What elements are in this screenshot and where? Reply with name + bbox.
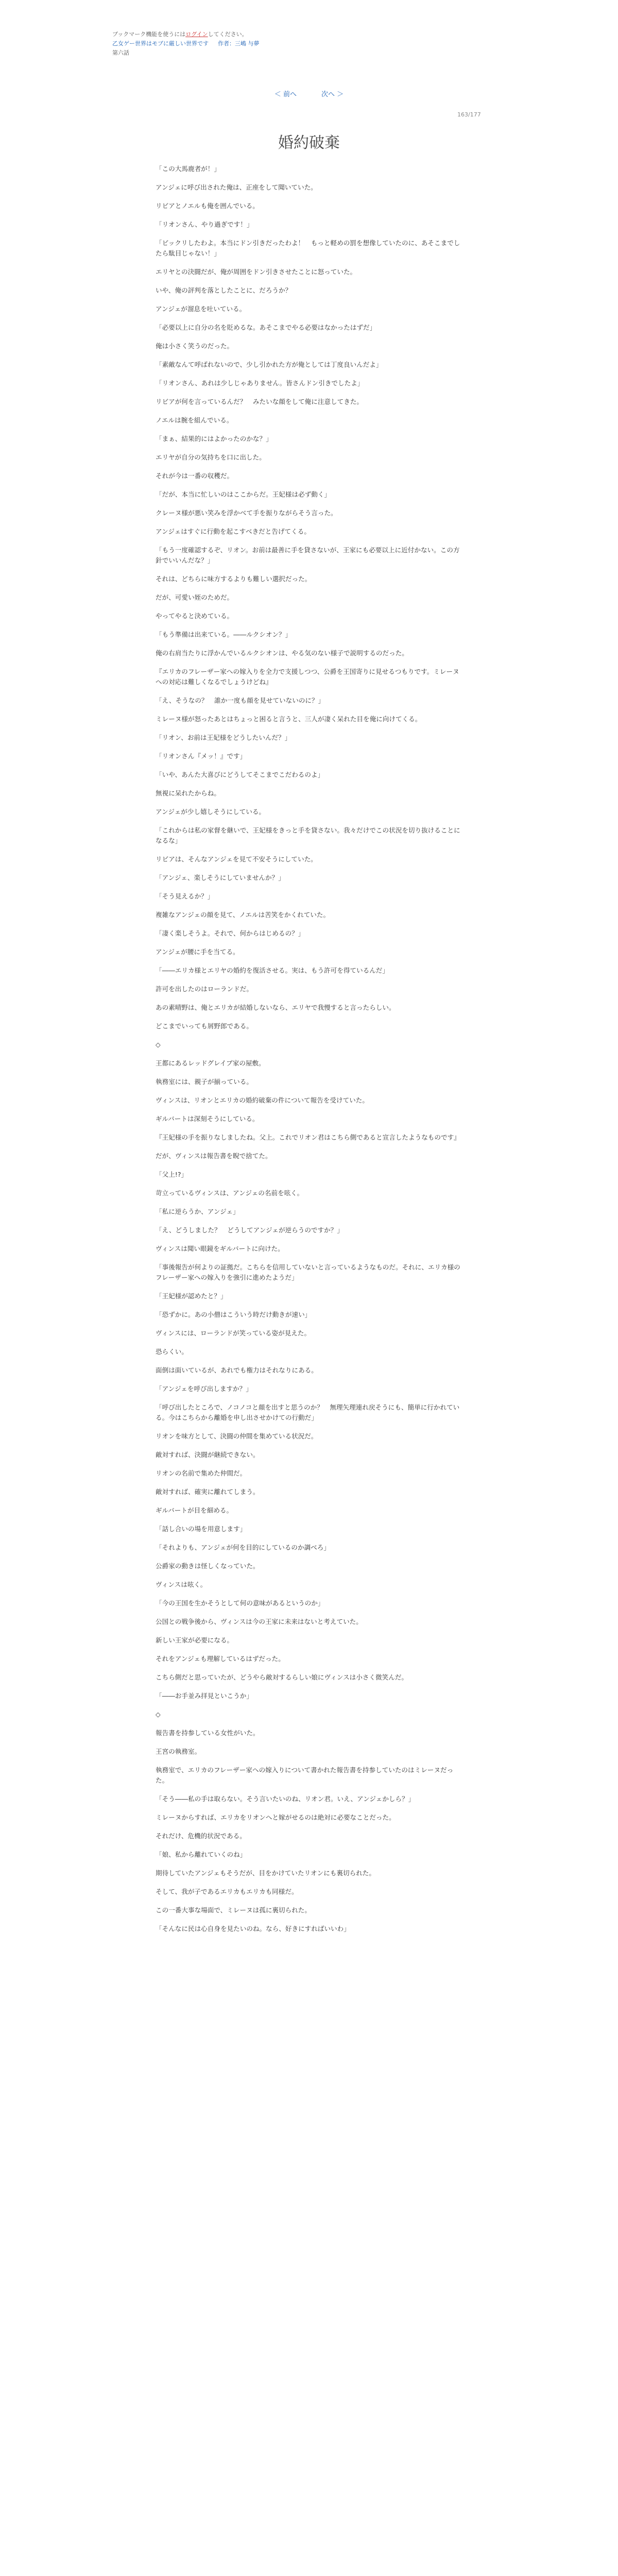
- body-paragraph: 報告書を持参している女性がいた。: [156, 1729, 260, 1737]
- body-paragraph: この一番大事な場面で、ミレーヌは孤に裏切られた。: [156, 1906, 311, 1914]
- body-paragraph: 恐らくい。: [156, 1348, 188, 1355]
- body-paragraph: 「王妃様が認めたと？」: [156, 1292, 227, 1300]
- body-paragraph: ◇: [156, 1710, 161, 1718]
- body-paragraph: やってやると決めている。: [156, 612, 234, 620]
- body-paragraph: 「リオン、お前は王妃様をどうしたいんだ？」: [156, 734, 291, 741]
- body-paragraph: アンジェに呼び出された俺は、正座をして聞いていた。: [156, 183, 317, 191]
- body-paragraph: 執務室には、親子が揃っている。: [156, 1078, 253, 1086]
- body-paragraph: 「アンジェを呼び出しますか？」: [156, 1385, 252, 1393]
- body-paragraph: 「そんなに民は心自身を見たいのね。なら、好きにすればいいわ」: [156, 1925, 350, 1933]
- body-paragraph: 新しい王家が必要になる。: [156, 1636, 234, 1644]
- body-paragraph: 「――お手並み拝見といこうか」: [156, 1692, 253, 1700]
- body-paragraph: 「もう準備は出来ている。――ルクシオン？」: [156, 631, 292, 638]
- body-paragraph: リビアとノエルも俺を囲んでいる。: [156, 202, 259, 210]
- body-paragraph: 「今の王国を生かそうとして何の意味があるというのか」: [156, 1599, 324, 1607]
- author-link[interactable]: 三嶋 与夢: [235, 40, 260, 47]
- header: [112, 30, 504, 58]
- body-paragraph: 「いや、あんた大喜びにどうしてそこまでこだわるのよ」: [156, 771, 324, 778]
- login-link[interactable]: ログイン: [185, 31, 208, 38]
- notice-prefix: ブックマーク機能を使うには: [112, 31, 186, 38]
- body-paragraph: 「それよりも、アンジェが何を目的にしているのか調べろ」: [156, 1544, 330, 1551]
- body-paragraph: リビアは、そんなアンジェを見て不安そうにしていた。: [156, 855, 317, 863]
- body-paragraph: 「必要以上に自分の名を貶めるな。あそこまでやる必要はなかったはずだ」: [156, 324, 376, 331]
- body-paragraph: それをアンジェも理解しているはずだった。: [156, 1655, 285, 1663]
- body-paragraph: 「え、どうしました？ どうしてアンジェが逆らうのですか？」: [156, 1226, 344, 1234]
- author-label: 作者：: [218, 40, 235, 47]
- body-paragraph: 無視に呆れたからね。: [156, 789, 220, 797]
- notice-suffix: してください。: [208, 31, 248, 38]
- body-paragraph: だが、可愛い姪のためだ。: [156, 594, 234, 601]
- next-chapter-link[interactable]: 次へ ＞: [321, 91, 344, 98]
- body-paragraph: それだけ、危機的状況である。: [156, 1832, 246, 1840]
- body-paragraph: 「え、そうなの？ 誰か一度も顔を見せていないのに？」: [156, 697, 325, 704]
- body-paragraph: 「リオンさん『メッ！』です」: [156, 752, 247, 760]
- body-paragraph: あの素晴野は、俺とエリカが結婚しないなら、エリヤで我慢すると言ったらしい。: [156, 1004, 396, 1011]
- body-paragraph: 面倒は面いているが、あれでも権力はそれなりにある。: [156, 1366, 318, 1374]
- body-paragraph: 「まぁ、結果的にはよかったのかな？」: [156, 435, 272, 443]
- body-paragraph: ミレーヌ様が怒ったあとはちょっと困ると言うと、三人が凄く呆れた目を俺に向けてくる。: [156, 715, 422, 723]
- body-paragraph: アンジェが少し嬉しそうにしている。: [156, 808, 266, 816]
- body-paragraph: 「呼び出したところで、ノコノコと顔を出すと思うのか？ 無理矢理連れ戻そうにも、簡単に行かれている。今はこちらから離婚を申し出させかけての行動だ」: [156, 1403, 460, 1421]
- body-paragraph: アンジェが腰に手を当てる。: [156, 948, 239, 956]
- login-notice: [112, 30, 504, 39]
- body-paragraph: 公国との戦争後から、ヴィンスは今の王家に未来はないと考えていた。: [156, 1618, 363, 1625]
- body-paragraph: 「アンジェ、楽しそうにしていませんか？」: [156, 874, 285, 882]
- body-paragraph: ミレーヌからすれば、エリカをリオンへと嫁がせるのは絶対に必要なことだった。: [156, 1814, 396, 1821]
- body-paragraph: 敵対すれば、決闘が継続できない。: [156, 1451, 260, 1459]
- body-paragraph: ノエルは腕を組んでいる。: [156, 416, 233, 424]
- body-paragraph: ギルバートが目を細める。: [156, 1506, 233, 1514]
- body-paragraph: リビアが何を言っているんだ？ みたいな顔をして俺に注意してきた。: [156, 398, 363, 405]
- body-paragraph: 「この大馬鹿者が！」: [156, 165, 220, 173]
- body-paragraph: 複雑なアンジェの顔を見て、ノエルは苦笑をかくれていた。: [156, 911, 330, 919]
- chapter-number: 第六話: [112, 49, 129, 56]
- chapter-pager: [0, 89, 618, 98]
- body-paragraph: 苛立っているヴィンスは、アンジェの名前を呟く。: [156, 1189, 304, 1197]
- page-count: 163/177: [457, 111, 481, 118]
- body-paragraph: いや、俺の評判を落としたことに、だろうか？: [156, 286, 292, 294]
- body-paragraph: 「リオンさん、あれは少しじゃありません。皆さんドン引きでしたよ」: [156, 379, 364, 387]
- body-paragraph: 「リオンさん、やり過ぎです！」: [156, 221, 253, 228]
- body-paragraph: 『王妃様の手を振りなしましたね。父上。これでリオン君はこちら側であると宣言したようなものです』: [156, 1133, 460, 1141]
- body-paragraph: ギルバートは深刻そうにしている。: [156, 1115, 259, 1123]
- body-paragraph: 「これからは私の家督を継いで、王妃様をきっと手を貸さない。我々だけでこの状況を切り抜けることになるな」: [156, 826, 460, 844]
- body-paragraph: 許可を出したのはローランドだ。: [156, 985, 253, 993]
- body-paragraph: 「娘、私から離れていくのね」: [156, 1851, 247, 1858]
- body-paragraph: 「恐ずかに。あの小僧はこういう時だけ動きが速い」: [156, 1311, 312, 1318]
- body-paragraph: エリヤとの決闘だが、俺が周囲をドン引きさせたことに怒っていた。: [156, 268, 357, 276]
- body-paragraph: 「事後報告が何よりの証拠だ。こちらを信用していないと言っているようなものだ。それに、エリカ様のフレーザー家への嫁入りを強引に進めたようだ」: [156, 1263, 460, 1281]
- body-paragraph: 「ビックリしたわよ。本当にドン引きだったわよ！ もっと軽めの罰を想像していたのに、あそこまでしたら駄目じゃない！」: [156, 239, 460, 257]
- body-paragraph: 執務室で、エリカのフレーザー家への嫁入りについて書かれた報告書を持参していたのはミレーヌだった。: [156, 1766, 454, 1784]
- body-paragraph: アンジェはすぐに行動を起こすべきだと告げてくる。: [156, 528, 311, 535]
- body-paragraph: 「話し合いの場を用意します」: [156, 1525, 247, 1533]
- body-paragraph: 公爵家の動きは怪しくなっていた。: [156, 1562, 260, 1570]
- body-paragraph: ◇: [156, 1041, 161, 1048]
- body-paragraph: 敵対すれば、確実に離れてしまう。: [156, 1488, 260, 1496]
- body-paragraph: アンジェが溜息を吐いている。: [156, 305, 246, 313]
- body-paragraph: それは、どちらに味方するよりも難しい選択だった。: [156, 575, 312, 583]
- body-paragraph: 期待していたアンジェもそうだが、目をかけていたリオンにも裏切られた。: [156, 1869, 375, 1877]
- body-paragraph: ヴィンスには、ローランドが笑っている姿が見えた。: [156, 1329, 311, 1337]
- prev-chapter-link[interactable]: ＜ 前へ: [274, 91, 297, 98]
- body-paragraph: 王宮の執務室。: [156, 1748, 201, 1755]
- body-paragraph: エリヤが自分の気持ちを口に出した。: [156, 453, 266, 461]
- body-paragraph: 「そう見えるか？」: [156, 892, 214, 900]
- series-info: [112, 39, 504, 48]
- body-paragraph: 『エリカのフレーザー家への嫁入りを全力で支援しつつ、公爵を王国寄りに見せるつもりです。ミレーヌへの対応は難しくなるでしょうけどね』: [156, 668, 459, 686]
- chapter-body: [156, 164, 464, 1942]
- body-paragraph: 王都にあるレッドグレイブ家の屋敷。: [156, 1059, 265, 1067]
- body-paragraph: 俺の右肩当たりに浮かんでいるルクシオンは、やる気のない様子で説明するのだった。: [156, 649, 408, 657]
- body-paragraph: そして、我が子であるエリカもエリカも同様だ。: [156, 1888, 298, 1895]
- body-paragraph: クレーヌ様が悪い笑みを浮かべて手を振りながらそう言った。: [156, 509, 337, 517]
- chapter-title: 婚約破棄: [278, 134, 340, 152]
- body-paragraph: 「父上!?」: [156, 1171, 188, 1178]
- body-paragraph: 「もう一度確認するぞ、リオン。お前は最善に手を貸さないが、王家にも必要以上に近付かない。この方針でいいんだな？」: [156, 546, 460, 564]
- body-paragraph: 「だが、本当に忙しいのはここからだ。王妃様は必ず動く」: [156, 490, 331, 498]
- body-paragraph: どこまでいっても屑野郎である。: [156, 1022, 253, 1030]
- body-paragraph: ヴィンスは聞い眼鏡をギルバートに向けた。: [156, 1245, 284, 1252]
- body-paragraph: ヴィンスは、リオンとエリカの婚約破棄の件について報告を受けていた。: [156, 1096, 369, 1104]
- body-paragraph: 「凄く楽しそうよ。それで、何からはじめるの？」: [156, 929, 305, 937]
- series-title-link[interactable]: 乙女ゲー世界はモブに厳しい世界です: [112, 40, 209, 47]
- body-paragraph: リオンの名前で集めた仲間だ。: [156, 1469, 247, 1477]
- body-paragraph: 俺は小さく笑うのだった。: [156, 342, 234, 350]
- body-paragraph: それが今は一番の収穫だ。: [156, 472, 234, 480]
- body-paragraph: ヴィンスは呟く。: [156, 1581, 207, 1588]
- body-paragraph: 「私に逆らうか、アンジェ」: [156, 1208, 239, 1215]
- body-paragraph: 「そう――私の手は取らない。そう言いたいのね、リオン君。いえ、アンジェかしら？」: [156, 1795, 415, 1803]
- body-paragraph: 「素敵なんて呼ばれないので、少し引かれた方が俺としては丁度良いんだよ」: [156, 361, 383, 368]
- body-paragraph: リオンを味方として、決闘の仲間を集めている状況だ。: [156, 1432, 318, 1440]
- body-paragraph: 「――エリカ様とエリヤの婚約を復活させる。実は、もう許可を得ているんだ」: [156, 967, 389, 974]
- body-paragraph: こちら側だと思っていたが、どうやら敵対するらしい娘にヴィンスは小さく微笑んだ。: [156, 1673, 408, 1681]
- body-paragraph: だが、ヴィンスは報告書を睨で捨てた。: [156, 1152, 272, 1160]
